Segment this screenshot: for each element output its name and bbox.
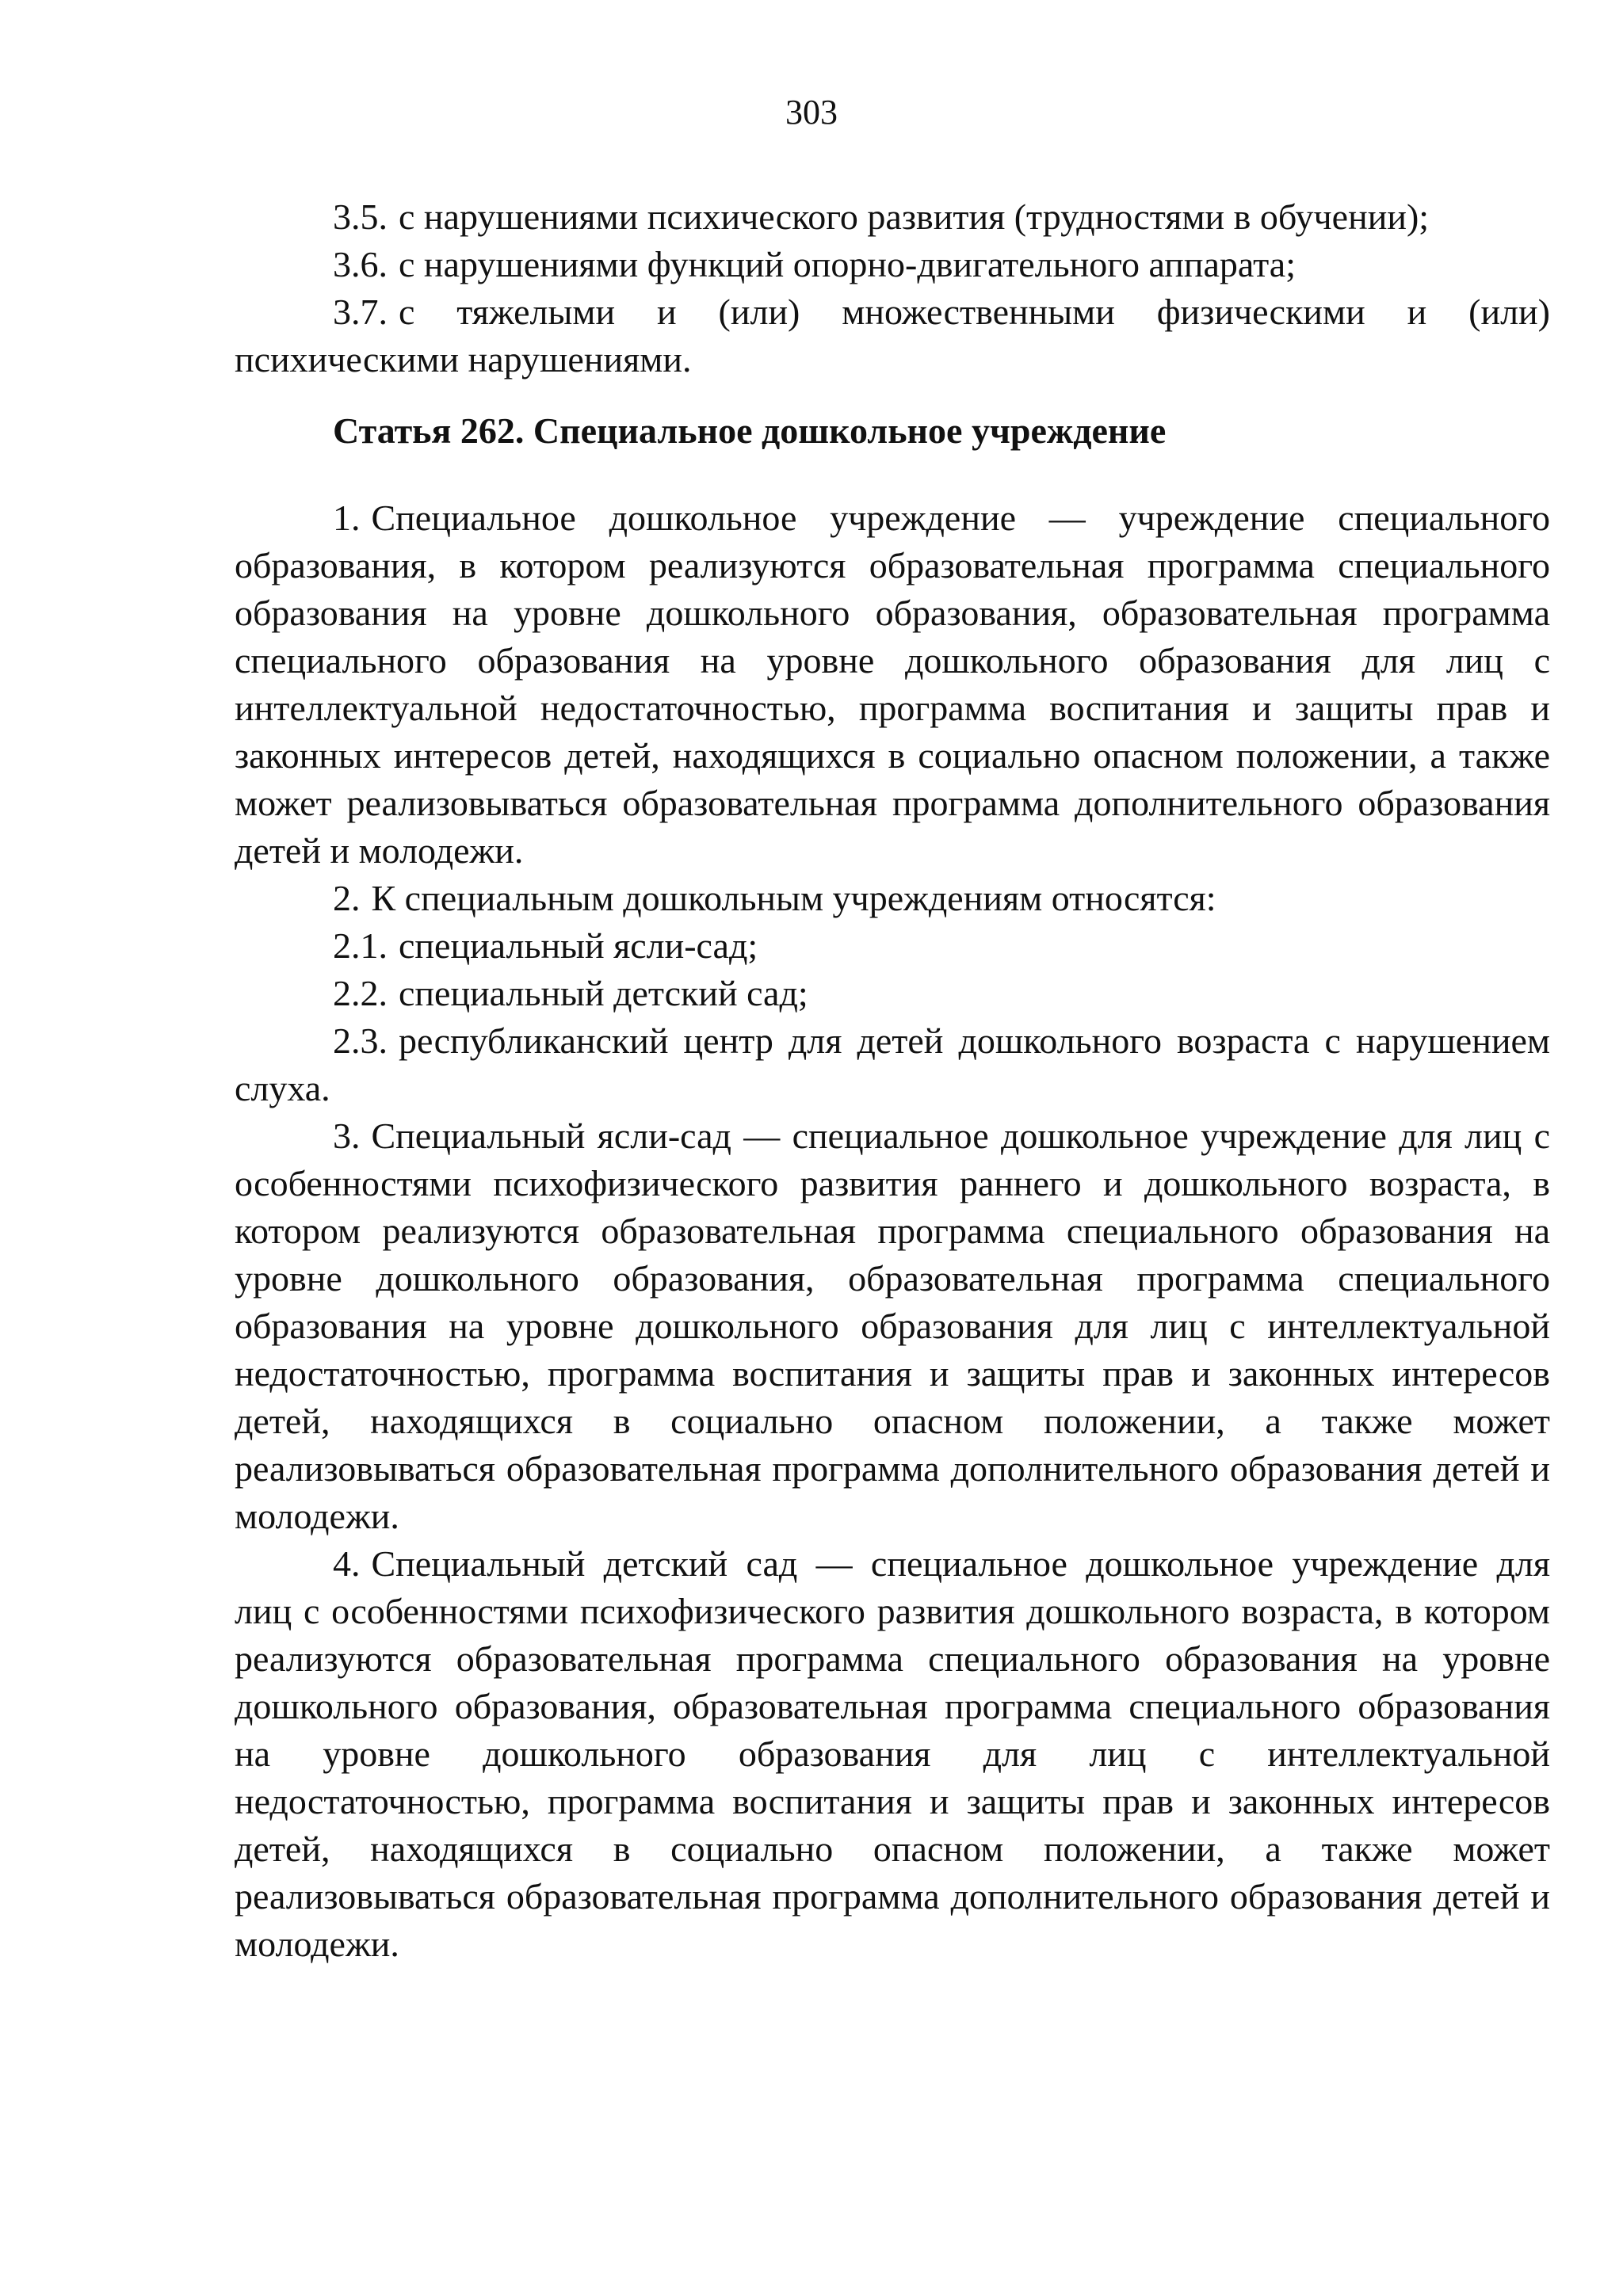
paragraph-number: 2. (333, 878, 361, 918)
paragraph-text: Специальный детский сад — специальное дошкольное учреждение для лиц с особенностями психофизического развития дошкольного возраста, в котором реализуются образовательная программа специального образования на уровне дошкольного образования, образовательная программа специального образования на уровне дошкольного образования для лиц с интеллектуальной недостаточностью, программа воспитания и защиты прав и законных интересов детей, находящихся в социально опасном положении, а также может реализовываться образовательная программа дополнительного образования детей и молодежи. (235, 1543, 1550, 1964)
paragraph-number: 2.1. (333, 925, 388, 966)
paragraph-text: республиканский центр для детей дошкольного возраста с нарушением слуха. (235, 1020, 1550, 1108)
paragraph-text: Специальное дошкольное учреждение — учреждение специального образования, в котором реализуются образовательная программа специального образования на уровне дошкольного образования, образовательная программа специального образования на уровне дошкольного образования для лиц с интеллектуальной недостаточностью, программа воспитания и защиты прав и законных интересов детей, находящихся в социально опасном положении, а также может реализовываться образовательная программа дополнительного образования детей и молодежи. (235, 498, 1550, 871)
article-subitem-2-3 (235, 1017, 1550, 1112)
page-content (235, 193, 1550, 1968)
item-number: 3.7. (333, 292, 388, 332)
paragraph-text: специальный детский сад; (399, 973, 808, 1013)
paragraph-number: 4. (333, 1543, 361, 1584)
article-heading: Статья 262. Специальное дошкольное учреждение (333, 410, 1167, 451)
paragraph-number: 1. (333, 498, 361, 538)
article-paragraph-2 (235, 875, 1550, 922)
article-paragraph-4 (235, 1540, 1550, 1968)
item-number: 3.5. (333, 196, 388, 237)
article-subitem-2-2 (235, 970, 1550, 1017)
article-paragraph-3 (235, 1112, 1550, 1540)
item-text: с тяжелыми и (или) множественными физическими и (или) психическими нарушениями. (235, 292, 1550, 379)
paragraph-number: 2.3. (333, 1020, 388, 1061)
list-item-3-5 (235, 193, 1550, 241)
article-paragraph-1 (235, 494, 1550, 875)
paragraph-number: 2.2. (333, 973, 388, 1013)
article-subitem-2-1 (235, 922, 1550, 970)
paragraph-text: специальный ясли-сад; (399, 925, 758, 966)
list-item-3-7 (235, 288, 1550, 383)
item-text: с нарушениями функций опорно-двигательного аппарата; (399, 244, 1296, 284)
page-number: 303 (785, 93, 838, 132)
item-number: 3.6. (333, 244, 388, 284)
list-item-3-6 (235, 241, 1550, 288)
paragraph-text: К специальным дошкольным учреждениям относятся: (371, 878, 1216, 918)
paragraph-text: Специальный ясли-сад — специальное дошкольное учреждение для лиц с особенностями психофизического развития раннего и дошкольного возраста, в котором реализуются образовательная программа специального образования на уровне дошкольного образования, образовательная программа специального образования на уровне дошкольного образования для лиц с интеллектуальной недостаточностью, программа воспитания и защиты прав и законных интересов детей, находящихся в социально опасном положении, а также может реализовываться образовательная программа дополнительного образования детей и молодежи. (235, 1116, 1550, 1536)
item-text: с нарушениями психического развития (трудностями в обучении); (399, 196, 1430, 237)
paragraph-number: 3. (333, 1116, 361, 1156)
